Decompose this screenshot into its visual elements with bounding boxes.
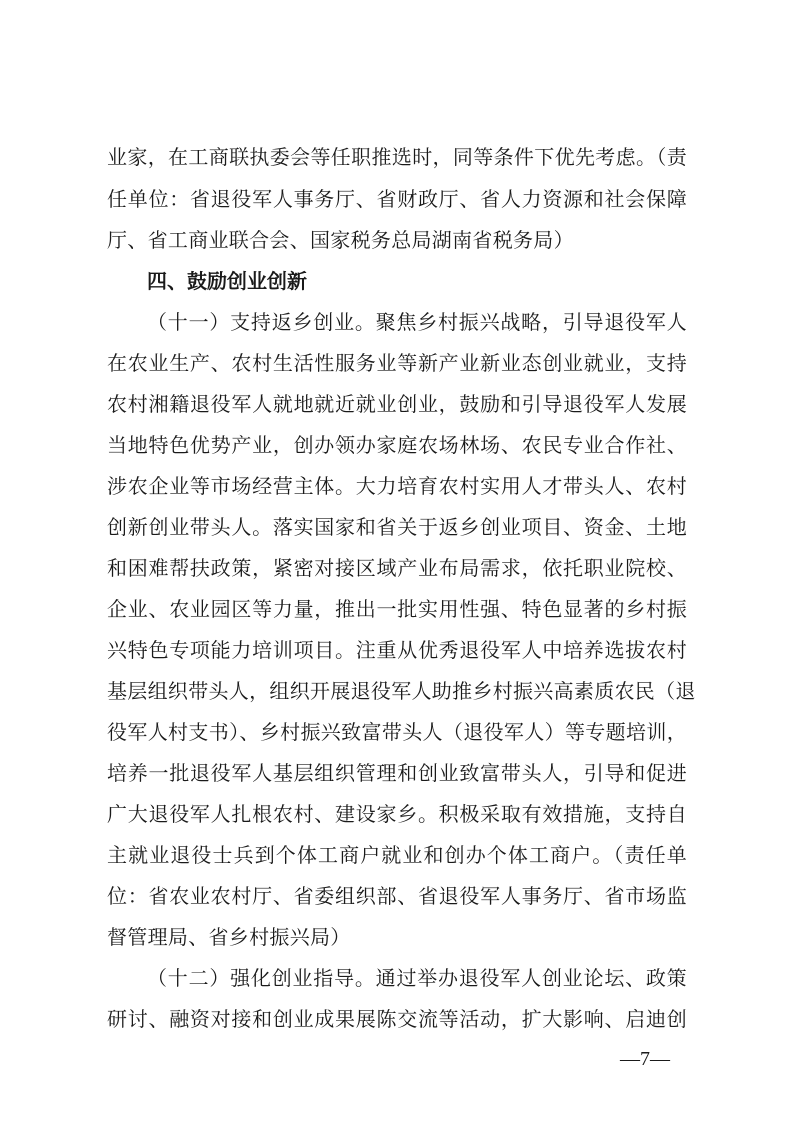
body-line: 当地特色优势产业，创办领办家庭农场林场、农民专业合作社、 xyxy=(107,433,687,457)
paragraph-first-line: （十一）支持返乡创业。聚焦乡村振兴战略，引导退役军人 xyxy=(147,310,687,334)
body-line: 督管理局、省乡村振兴局） xyxy=(107,925,351,949)
body-line: 和困难帮扶政策，紧密对接区域产业布局需求，依托职业院校、 xyxy=(107,556,687,580)
body-line: 企业、农业园区等力量，推出一批实用性强、特色显著的乡村振 xyxy=(107,597,687,621)
body-line: 厅、省工商业联合会、国家税务总局湖南省税务局） xyxy=(107,228,574,252)
body-line: 广大退役军人扎根农村、建设家乡。积极采取有效措施，支持自 xyxy=(107,802,687,826)
body-line: 业家，在工商联执委会等任职推选时，同等条件下优先考虑。（责 xyxy=(107,145,687,169)
section-heading: 四、鼓励创业创新 xyxy=(147,269,307,293)
body-line: 涉农企业等市场经营主体。大力培育农村实用人才带头人、农村 xyxy=(107,474,687,498)
page-number: —7— xyxy=(620,1048,670,1070)
body-line: 在农业生产、农村生活性服务业等新产业新业态创业就业，支持 xyxy=(107,351,687,375)
body-line: 兴特色专项能力培训项目。注重从优秀退役军人中培养选拔农村 xyxy=(107,638,687,662)
body-line: 创新创业带头人。落实国家和省关于返乡创业项目、资金、土地 xyxy=(107,515,687,539)
body-line: 研讨、融资对接和创业成果展陈交流等活动，扩大影响、启迪创 xyxy=(107,1007,687,1031)
body-line: 培养一批退役军人基层组织管理和创业致富带头人，引导和促进 xyxy=(107,761,687,785)
body-line: 役军人村支书）、乡村振兴致富带头人（退役军人）等专题培训， xyxy=(107,720,687,744)
body-line: 基层组织带头人，组织开展退役军人助推乡村振兴高素质农民（退 xyxy=(107,679,696,703)
body-line: 农村湘籍退役军人就地就近就业创业，鼓励和引导退役军人发展 xyxy=(107,392,687,416)
body-line: 位：省农业农村厅、省委组织部、省退役军人事务厅、省市场监 xyxy=(107,884,687,908)
body-line: 任单位：省退役军人事务厅、省财政厅、省人力资源和社会保障 xyxy=(107,187,687,211)
body-line: 主就业退役士兵到个体工商户就业和创办个体工商户。（责任单 xyxy=(107,843,687,867)
paragraph-first-line: （十二）强化创业指导。通过举办退役军人创业论坛、政策 xyxy=(147,966,687,990)
